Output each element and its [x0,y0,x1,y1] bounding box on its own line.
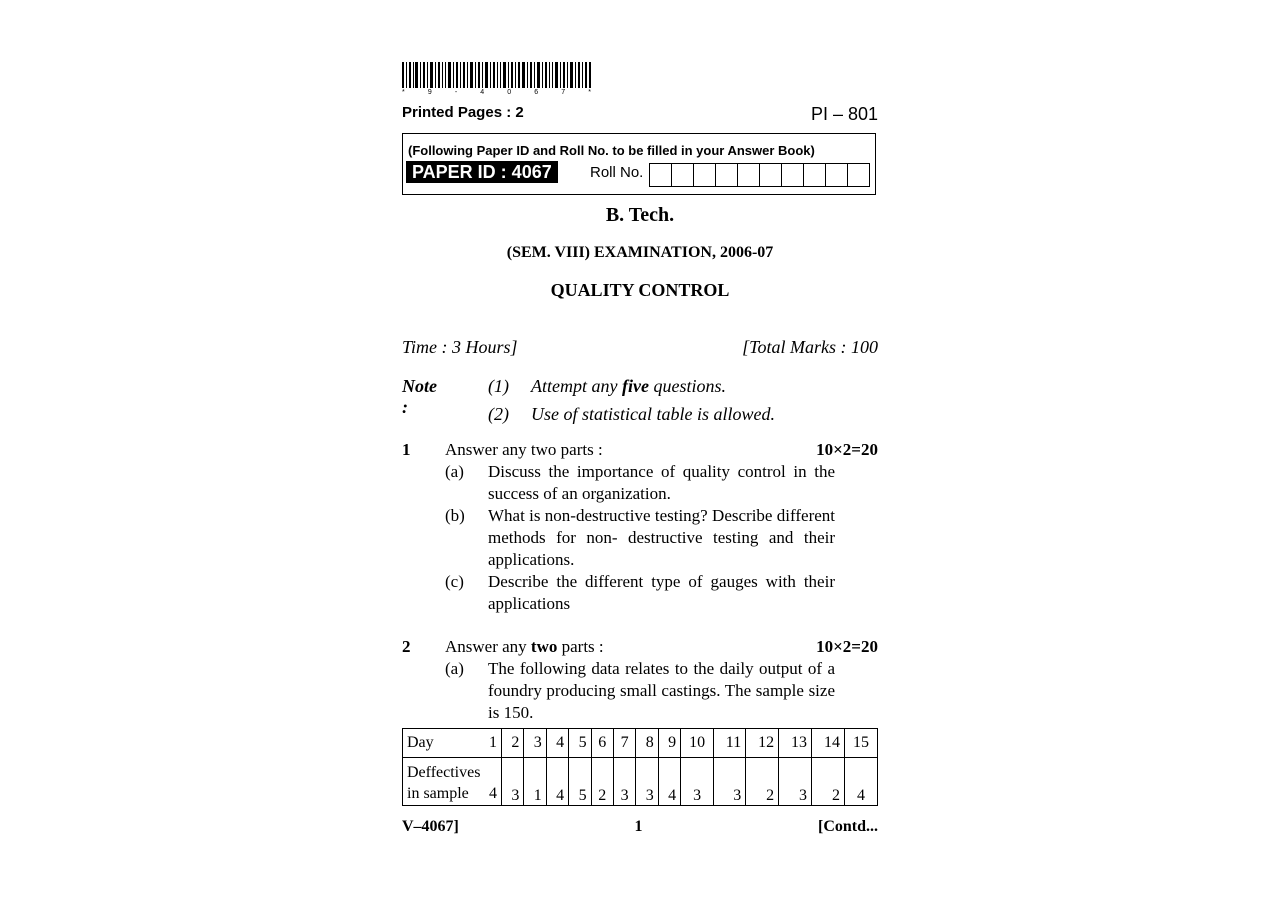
paper-code: PI – 801 [810,104,878,124]
table-cell: 3 [681,758,714,806]
roll-digit-box [825,163,848,187]
part-label: (a) [445,462,464,481]
roll-digit-box [737,163,760,187]
fill-instruction: (Following Paper ID and Roll No. to be filled in your Answer Book) [408,143,815,158]
table-row-header: Deffectives in sample 4 [403,758,502,806]
question-part [445,505,835,571]
time-allowed: Time : 3 Hours] [402,337,518,357]
question-number: 1 [402,440,411,459]
part-text: Discuss the importance of quality control in the success of an organization. [488,462,835,503]
part-label: (a) [445,659,464,678]
header-row [402,104,878,125]
defectives-table [402,728,878,806]
question-marks: 10×2=20 [816,637,878,656]
table-cell: 1 [524,758,546,806]
table-cell: 3 [613,758,635,806]
question-part [445,461,835,505]
table-row-header: Day 1 [403,729,502,758]
time-marks-row [402,337,878,358]
page-footer [402,818,878,836]
question-part [445,571,835,615]
roll-no-boxes [650,163,870,187]
roll-digit-box [803,163,826,187]
part-label: (b) [445,506,465,525]
question-heading: Answer any two parts : [445,440,603,459]
table-row-day [403,729,878,758]
part-text: Describe the different type of gauges with their applications [488,572,835,613]
note-text: Attempt any five questions. [531,376,726,396]
table-cell: 4 [546,758,568,806]
table-cell: 3 [779,758,812,806]
question-heading: Answer any two parts : [445,637,604,656]
table-cell: 12 [746,729,779,758]
barcode-digits: * 9 - 4 0 6 7 * [402,89,592,96]
total-marks: [Total Marks : 100 [742,337,878,357]
table-cell: 7 [613,729,635,758]
table-cell: 4 [658,758,680,806]
printed-pages: Printed Pages : 2 [402,104,524,121]
table-cell: 2 [746,758,779,806]
question-part [445,658,835,724]
part-label: (c) [445,572,464,591]
footer-code: V–4067] [402,818,459,835]
table-cell: 3 [502,758,524,806]
table-cell: 8 [636,729,658,758]
table-cell: 13 [779,729,812,758]
roll-digit-box [759,163,782,187]
table-row-defectives [403,758,878,806]
exam-title: (SEM. VIII) EXAMINATION, 2006-07 [506,244,774,261]
table-cell: 15 [844,729,877,758]
part-text: What is non-destructive testing? Describe different methods for non- destructive testing and their applications. [488,506,835,569]
table-cell: 3 [636,758,658,806]
degree-title: B. Tech. [605,204,675,226]
table-cell: 2 [812,758,845,806]
barcode [402,62,592,90]
table-cell: 3 [714,758,746,806]
note-text: Use of statistical table is allowed. [531,404,775,424]
table-cell: 4 [844,758,877,806]
table-cell: 10 [681,729,714,758]
roll-digit-box [671,163,694,187]
table-cell: 9 [658,729,680,758]
note-label: Note : [402,376,437,417]
table-cell: 3 [524,729,546,758]
table-cell: 4 [546,729,568,758]
roll-digit-box [693,163,716,187]
paper-id: PAPER ID : 4067 [406,161,558,183]
note-number: (2) [488,404,509,424]
roll-digit-box [649,163,672,187]
table-cell: 5 [569,758,591,806]
roll-no-label: Roll No. [590,164,644,181]
table-cell: 5 [569,729,591,758]
table-cell: 11 [714,729,746,758]
table-cell: 6 [591,729,613,758]
subject-title: QUALITY CONTROL [550,280,730,300]
continued-label: [Contd... [817,818,878,835]
paper-id-box [402,133,876,195]
roll-digit-box [781,163,804,187]
part-text: The following data relates to the daily output of a foundry producing small castings. The sample size is 150. [488,659,835,722]
table-cell: 14 [812,729,845,758]
roll-digit-box [847,163,870,187]
page-number: 1 [634,818,643,835]
note-number: (1) [488,376,509,396]
question-number: 2 [402,637,411,656]
roll-digit-box [715,163,738,187]
question-marks: 10×2=20 [816,440,878,459]
table-cell: 2 [502,729,524,758]
table-cell: 2 [591,758,613,806]
